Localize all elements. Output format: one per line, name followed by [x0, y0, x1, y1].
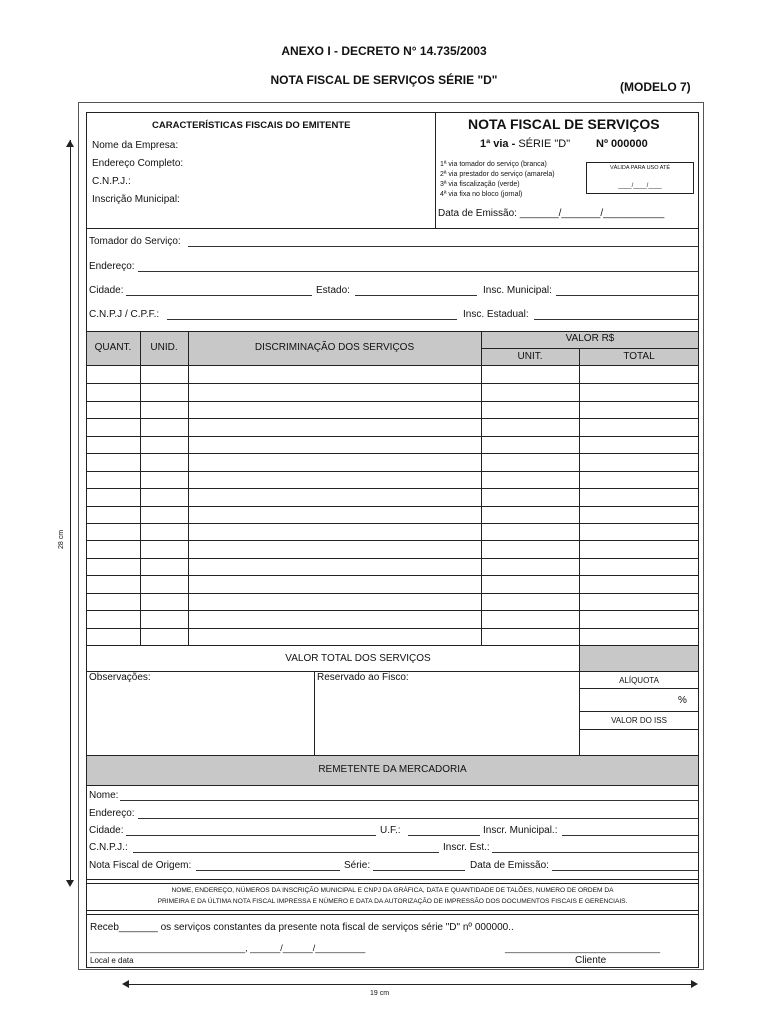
customer-municipal-label: Insc. Municipal:: [483, 285, 552, 296]
cnpj-label: C.N.P.J.:: [92, 176, 131, 187]
sender-heading: REMETENTE DA MERCADORIA: [318, 764, 467, 775]
table-row[interactable]: [86, 610, 699, 611]
customer-city-label: Cidade:: [89, 285, 124, 296]
total-label: VALOR TOTAL DOS SERVIÇOS: [285, 653, 431, 664]
copy-3: 3ª via fiscalização (verde): [440, 181, 520, 188]
sender-municipal-field[interactable]: [562, 835, 698, 836]
customer-state-label: Estado:: [316, 285, 350, 296]
table-row[interactable]: [86, 575, 699, 576]
customer-municipal-field[interactable]: [556, 295, 698, 296]
sender-address-label: Endereço:: [89, 808, 135, 819]
origin-emission-field[interactable]: [552, 870, 698, 871]
reserved-label: Reservado ao Fisco:: [317, 672, 409, 683]
sender-uf-field[interactable]: [408, 835, 480, 836]
invoice-number: Nº 000000: [596, 138, 648, 150]
municipal-registration-label: Inscrição Municipal:: [92, 194, 180, 205]
column-header-unit-price: UNIT.: [517, 351, 543, 362]
table-row[interactable]: [86, 471, 699, 472]
sender-city-field[interactable]: [126, 835, 376, 836]
copy-1: 1ª via tomador do serviço (branca): [440, 161, 547, 168]
origin-invoice-field[interactable]: [196, 870, 340, 871]
table-row[interactable]: [86, 506, 699, 507]
width-label: 19 cm: [370, 990, 390, 997]
sender-name-label: Nome:: [89, 790, 119, 801]
invoice-title: NOTA FISCAL DE SERVIÇOS: [468, 116, 660, 132]
arrow-down-icon: [66, 880, 74, 887]
customer-state-reg-label: Insc. Estadual:: [463, 309, 529, 320]
table-row[interactable]: [86, 453, 699, 454]
origin-emission-label: Data de Emissão:: [470, 860, 549, 871]
model-label: (MODELO 7): [620, 80, 691, 94]
emitter-heading: CARACTERÍSTICAS FISCAIS DO EMITENTE: [152, 120, 351, 131]
customer-address-label: Endereço:: [89, 261, 135, 272]
copy-4: 4ª via fixa no bloco (jornal): [440, 191, 523, 198]
column-header-value: VALOR R$: [565, 333, 615, 344]
customer-state-field[interactable]: [355, 295, 477, 296]
client-signature-line[interactable]: _______________________________: [505, 943, 661, 953]
service-taker-field[interactable]: [188, 246, 698, 247]
height-label: 28 cm: [58, 529, 66, 550]
company-name-label: Nome da Empresa:: [92, 140, 179, 151]
place-date-label: Local e data: [90, 956, 134, 965]
table-row[interactable]: [86, 383, 699, 384]
customer-state-reg-field[interactable]: [534, 319, 698, 320]
sender-cnpj-field[interactable]: [133, 852, 439, 853]
sender-city-label: Cidade:: [89, 825, 124, 836]
table-row[interactable]: [86, 558, 699, 559]
validity-date: ____/____/____: [618, 183, 662, 189]
sender-state-reg-label: Inscr. Est.:: [443, 842, 490, 853]
customer-cnpj-label: C.N.P.J / C.P.F.:: [89, 309, 160, 320]
aliquot-label: ALÍQUOTA: [619, 676, 659, 685]
decree-title: ANEXO I - DECRETO N° 14.735/2003: [281, 44, 487, 58]
table-row[interactable]: [86, 418, 699, 419]
origin-invoice-label: Nota Fiscal de Origem:: [89, 860, 192, 871]
printer-note-line-1: NOME, ENDEREÇO, NÚMEROS DA INSCRIÇÃO MUNICIPAL E CNPJ DA GRÁFICA, DATA E QUANTIDADE DE TALÕES, NUMERO DE ORDEM DA: [171, 887, 614, 894]
iss-value-label: VALOR DO ISS: [611, 716, 667, 725]
sender-uf-label: U.F.:: [380, 825, 401, 836]
service-taker-label: Tomador do Serviço:: [89, 236, 181, 247]
sender-address-field[interactable]: [138, 818, 698, 819]
table-row[interactable]: [86, 593, 699, 594]
via-label: 1ª via -: [480, 138, 519, 150]
serie-label: SÉRIE "D": [518, 138, 571, 150]
table-row[interactable]: [86, 436, 699, 437]
table-row[interactable]: [86, 401, 699, 402]
percent-sign: %: [678, 695, 687, 706]
arrow-right-icon: [691, 980, 698, 988]
height-dimension-line: [70, 140, 71, 885]
emission-date-field[interactable]: Data de Emissão: _______/_______/___________: [438, 208, 665, 219]
table-row[interactable]: [86, 488, 699, 489]
arrow-left-icon: [122, 980, 129, 988]
receipt-text: Receb_______ os serviços constantes da presente nota fiscal de serviços série "D" nº 000000..: [90, 922, 514, 933]
document-title: NOTA FISCAL DE SERVIÇOS SÉRIE "D": [270, 73, 498, 87]
customer-cnpj-field[interactable]: [167, 319, 457, 320]
origin-series-label: Série:: [344, 860, 371, 871]
sender-municipal-label: Inscr. Municipal.:: [483, 825, 558, 836]
column-header-description: DISCRIMINAÇÃO DOS SERVIÇOS: [254, 342, 415, 353]
width-dimension-line: [125, 984, 695, 985]
observations-label: Observações:: [89, 672, 151, 683]
customer-address-field[interactable]: [138, 271, 698, 272]
address-label: Endereço Completo:: [92, 158, 184, 169]
client-label: Cliente: [575, 955, 607, 966]
customer-city-field[interactable]: [126, 295, 312, 296]
sender-name-field[interactable]: [120, 800, 698, 801]
column-header-total: TOTAL: [623, 351, 655, 362]
printer-note-line-2: PRIMEIRA E DA ÚLTIMA NOTA FISCAL IMPRESSA E NÚMERO E DATA DA AUTORIZAÇÃO DE IMPRESSÃO DOS DOCUMENTOS FISCAIS E GERENCIAIS.: [157, 898, 628, 905]
total-value-cell[interactable]: [579, 645, 699, 672]
sender-cnpj-label: C.N.P.J.:: [89, 842, 128, 853]
sender-state-reg-field[interactable]: [492, 852, 698, 853]
table-row[interactable]: [86, 628, 699, 629]
column-header-unit: UNID.: [150, 342, 178, 353]
table-row[interactable]: [86, 523, 699, 524]
column-header-quantity: QUANT.: [94, 342, 132, 353]
validity-label: VÁLIDA PARA USO ATÉ: [609, 165, 670, 171]
arrow-up-icon: [66, 140, 74, 147]
origin-series-field[interactable]: [373, 870, 465, 871]
table-row[interactable]: [86, 540, 699, 541]
place-date-line[interactable]: _______________________________, ______/______/__________: [90, 943, 366, 953]
copy-2: 2ª via prestador do serviço (amarela): [440, 171, 555, 178]
